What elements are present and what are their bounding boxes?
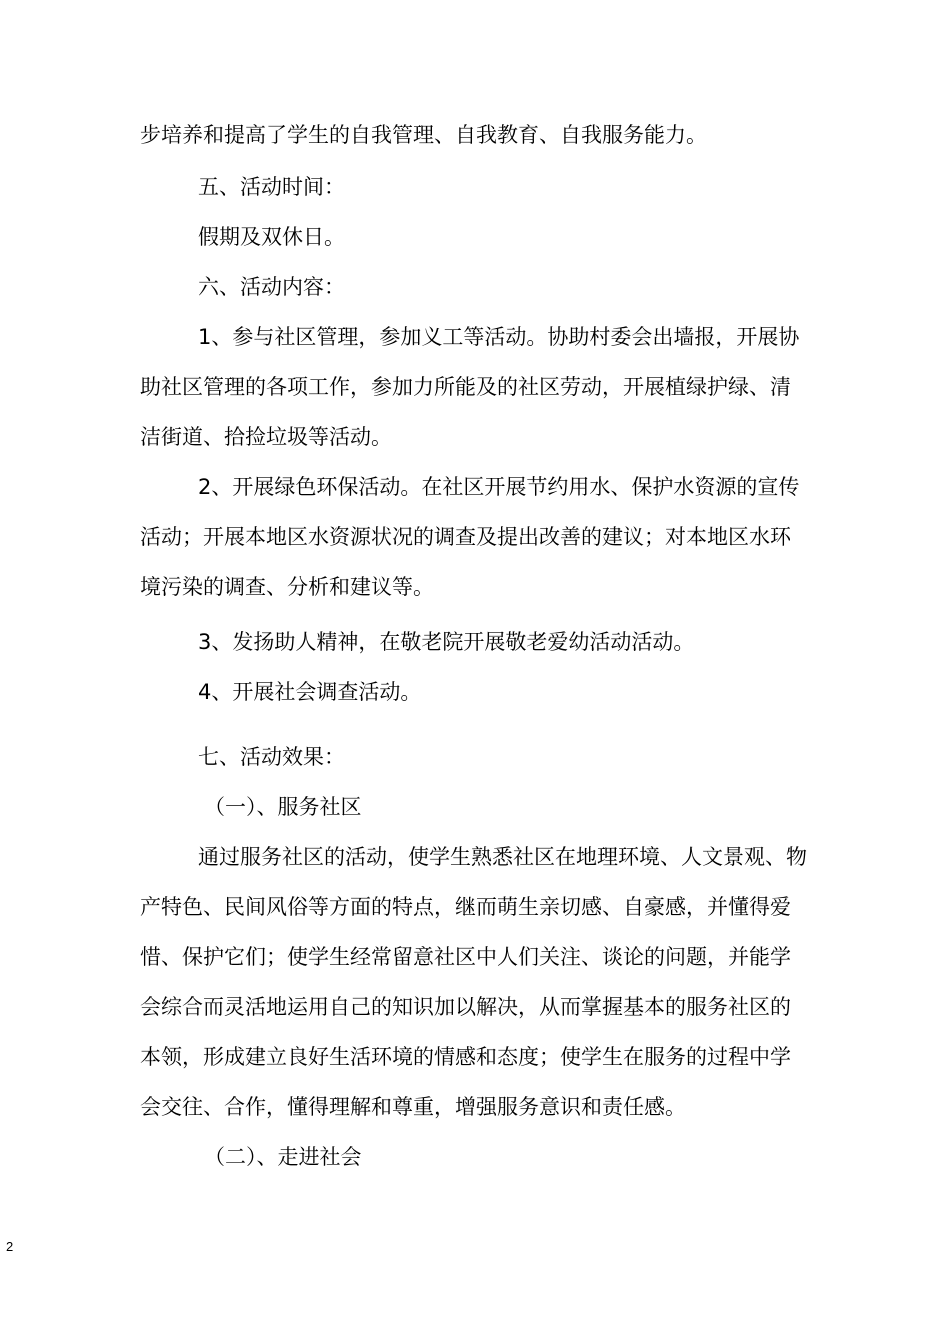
paragraph-line: 活动；开展本地区水资源状况的调查及提出改善的建议；对本地区水环 [140, 525, 791, 549]
paragraph-line: 助社区管理的各项工作，参加力所能及的社区劳动，开展植绿护绿、清 [140, 375, 791, 399]
section-heading-time: 五、活动时间： [198, 175, 345, 199]
page-number: 2 [6, 1239, 14, 1254]
section-heading-effect: 七、活动效果： [198, 745, 345, 769]
paragraph-line: 2、开展绿色环保活动。在社区开展节约用水、保护水资源的宣传 [198, 475, 800, 499]
subsection-heading-society: （二）、走进社会 [204, 1145, 362, 1169]
paragraph-line: 3、发扬助人精神，在敬老院开展敬老爱幼活动活动。 [198, 630, 695, 654]
paragraph-line: 会交往、合作，懂得理解和尊重，增强服务意识和责任感。 [140, 1095, 686, 1119]
paragraph-line: 洁街道、拾捡垃圾等活动。 [140, 425, 392, 449]
paragraph-line: 本领，形成建立良好生活环境的情感和态度；使学生在服务的过程中学 [140, 1045, 791, 1069]
paragraph-line: 4、开展社会调查活动。 [198, 680, 422, 704]
paragraph-line: 1、参与社区管理，参加义工等活动。协助村委会出墙报，开展协 [198, 325, 800, 349]
paragraph-line: 境污染的调查、分析和建议等。 [140, 575, 434, 599]
section-heading-content: 六、活动内容： [198, 275, 345, 299]
paragraph-line: 产特色、民间风俗等方面的特点，继而萌生亲切感、自豪感，并懂得爱 [140, 895, 791, 919]
paragraph-line: 会综合而灵活地运用自己的知识加以解决，从而掌握基本的服务社区的 [140, 995, 791, 1019]
paragraph-line: 假期及双休日。 [198, 225, 345, 249]
paragraph-line: 通过服务社区的活动，使学生熟悉社区在地理环境、人文景观、物 [198, 845, 807, 869]
subsection-heading-service: （一）、服务社区 [204, 795, 362, 819]
paragraph-line: 惜、保护它们；使学生经常留意社区中人们关注、谈论的问题，并能学 [140, 945, 791, 969]
paragraph-line: 步培养和提高了学生的自我管理、自我教育、自我服务能力。 [140, 123, 707, 147]
